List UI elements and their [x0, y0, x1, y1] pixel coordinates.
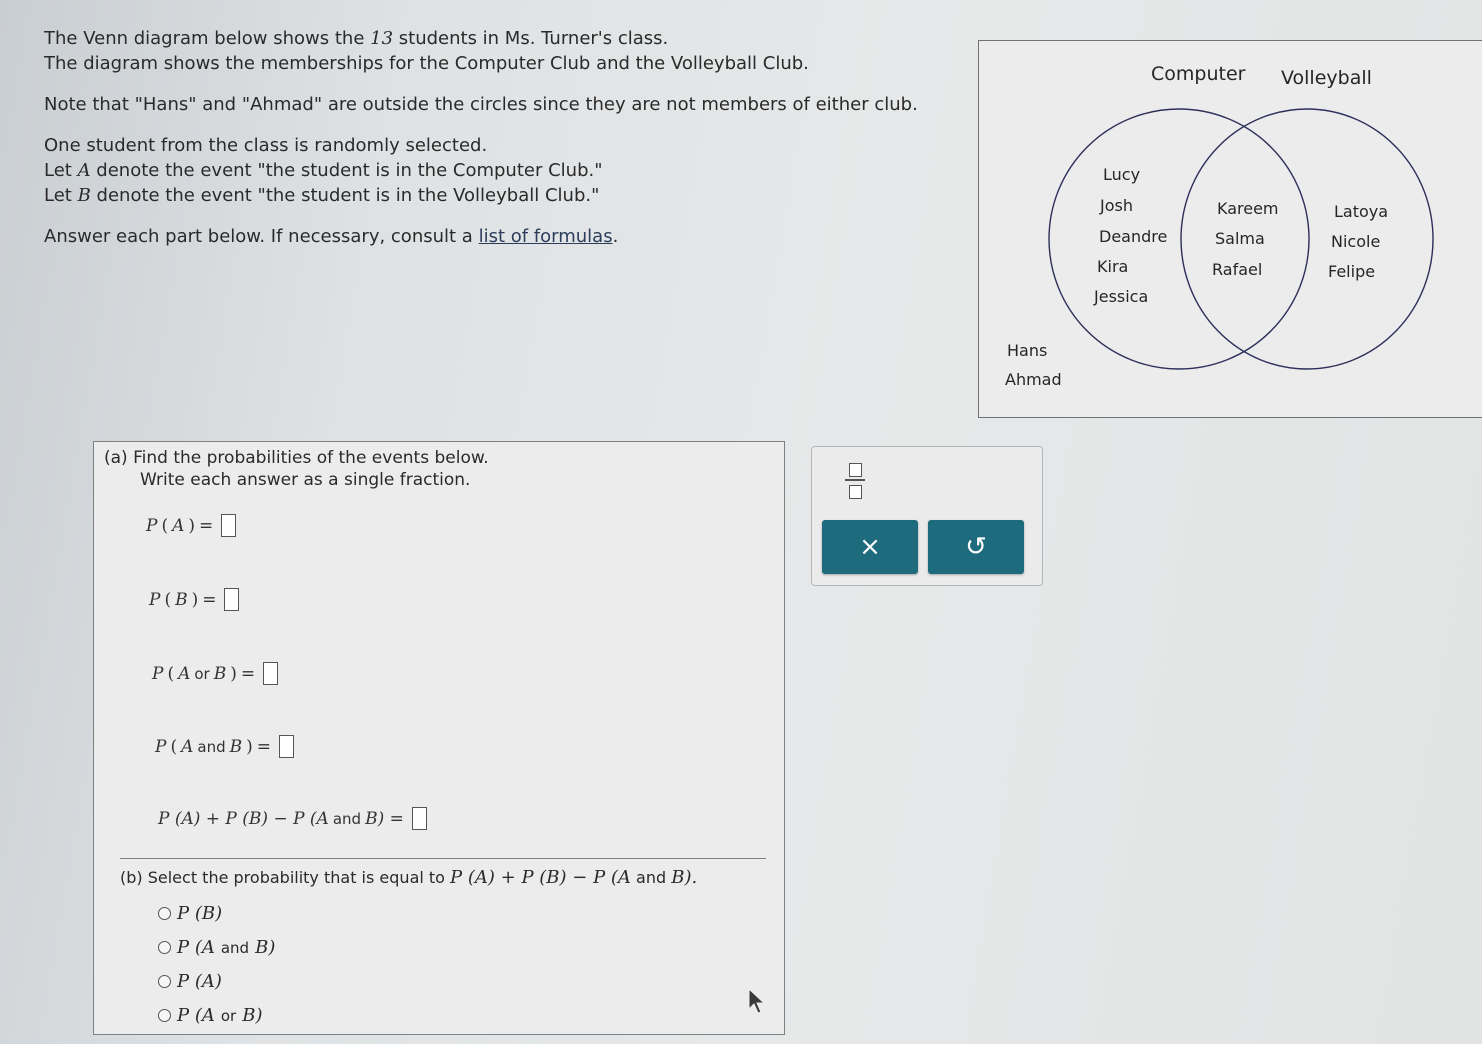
computer-label: Computer [1151, 63, 1246, 85]
fraction-button[interactable] [840, 459, 870, 499]
radio-option-p-a-or-b[interactable]: P (A or B) [158, 1005, 262, 1026]
answer-input-p-a-or-b[interactable] [263, 662, 278, 685]
fraction-bar-icon [845, 479, 865, 481]
student-name: Lucy [1103, 165, 1141, 184]
student-name: Deandre [1099, 227, 1168, 246]
radio-option-p-b[interactable]: P (B) [158, 903, 222, 924]
clear-button[interactable] [822, 520, 918, 574]
part-a-instruction-2: Write each answer as a single fraction. [140, 470, 471, 490]
computer-circle [1049, 109, 1309, 369]
radio-option-p-a[interactable]: P (A) [158, 971, 222, 992]
volleyball-label: Volleyball [1281, 67, 1372, 89]
answer-input-addition-rule[interactable] [412, 807, 427, 830]
student-name: Hans [1007, 341, 1048, 360]
answer-input-p-b[interactable] [224, 588, 239, 611]
answer-input-p-a[interactable] [221, 514, 236, 537]
part-a-label: (a) [104, 448, 128, 468]
part-a-instruction-1: Find the probabilities of the events below. [133, 448, 489, 468]
student-name: Salma [1215, 229, 1265, 248]
answer-input-p-a-and-b[interactable] [279, 735, 294, 758]
radio-circle[interactable] [158, 941, 171, 954]
part-b-question: (b) Select the probability that is equal to P (A) + P (B) − P (A and B). [120, 867, 698, 888]
venn-diagram [978, 40, 1482, 418]
mouse-cursor-icon [747, 987, 767, 1015]
equation-addition-rule: P (A) + P (B) − P (A and B) = [158, 807, 427, 830]
formulas-link[interactable]: list of formulas [478, 226, 613, 247]
equation-p-a-or-b: P ( A or B ) = [152, 662, 278, 685]
student-name: Rafael [1212, 260, 1263, 279]
intro-line-3: Note that "Hans" and "Ahmad" are outside the circles since they are not members of either club. [44, 94, 918, 115]
radio-circle[interactable] [158, 1009, 171, 1022]
intro-line-5: Let A denote the event "the student is in the Computer Club." [44, 160, 603, 181]
intro-line-4: One student from the class is randomly selected. [44, 135, 488, 156]
intro-line-1: The Venn diagram below shows the 13 students in Ms. Turner's class. [44, 28, 669, 49]
undo-button[interactable] [928, 520, 1024, 574]
intro-line-7: Answer each part below. If necessary, consult a list of formulas. [44, 226, 619, 247]
student-name: Nicole [1331, 232, 1381, 251]
student-name: Josh [1100, 196, 1133, 215]
intro-line-2: The diagram shows the memberships for the Computer Club and the Volleyball Club. [44, 53, 809, 74]
radio-option-p-a-and-b[interactable]: P (A and B) [158, 937, 275, 958]
equation-p-a-and-b: P ( A and B ) = [155, 735, 294, 758]
student-name: Kareem [1217, 199, 1279, 218]
radio-circle[interactable] [158, 975, 171, 988]
answer-tools-palette [811, 446, 1043, 586]
denominator-box-icon [849, 485, 862, 499]
radio-circle[interactable] [158, 907, 171, 920]
student-name: Latoya [1334, 202, 1389, 221]
equation-p-b: P ( B ) = [149, 588, 239, 611]
student-name: Ahmad [1005, 370, 1062, 389]
part-b-section [120, 858, 766, 1035]
intro-line-6: Let B denote the event "the student is in the Volleyball Club." [44, 185, 600, 206]
part-b-label: (b) [120, 868, 143, 887]
student-name: Kira [1097, 257, 1129, 276]
problem-statement [44, 26, 964, 249]
student-name: Felipe [1328, 262, 1376, 281]
student-name: Jessica [1094, 287, 1149, 306]
equation-p-a: P ( A ) = [146, 514, 236, 537]
numerator-box-icon [849, 463, 862, 477]
part-a-header [104, 447, 489, 491]
close-icon: × [859, 532, 881, 562]
answer-panel [93, 441, 785, 1035]
undo-icon: ↺ [965, 532, 987, 562]
